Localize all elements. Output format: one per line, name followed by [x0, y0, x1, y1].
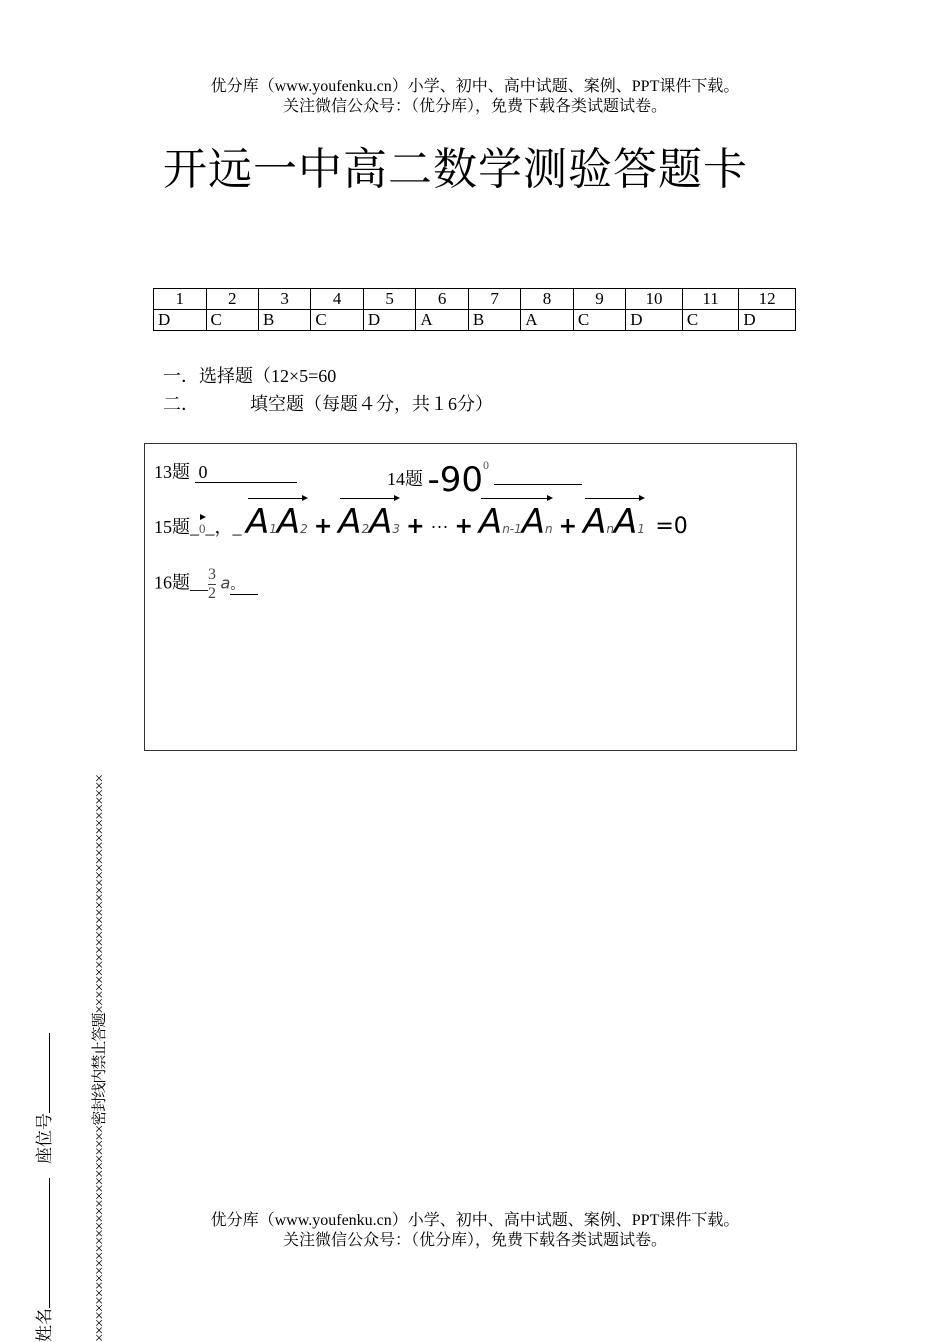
- q14-degree: 0: [483, 458, 490, 472]
- q13-answer: 0: [195, 462, 297, 483]
- answer-cell: C: [682, 310, 739, 331]
- q15-zero-vector: 0: [199, 521, 206, 536]
- question-number-cell: 12: [739, 289, 796, 310]
- student-info-fields: [30, 1033, 55, 1342]
- header-line-2: 关注微信公众号：（优分库），免费下载各类试题试卷。: [282, 98, 667, 115]
- q14-label: 14题: [387, 469, 423, 489]
- question-number-cell: 2: [206, 289, 258, 310]
- answer-cell: A: [521, 310, 574, 331]
- question-number-cell: 1: [154, 289, 207, 310]
- q16-label: 16题: [154, 572, 190, 593]
- name-blank[interactable]: [35, 1178, 50, 1308]
- answer-cell: C: [206, 310, 258, 331]
- question-number-cell: 7: [468, 289, 520, 310]
- footer-line-1: 优分库（www.youfenku.cn）小学、初中、高中试题、案例、PPT课件下载。: [210, 1212, 740, 1229]
- section-one-heading: 一．选择题（12×5=60: [163, 366, 337, 386]
- answer-cell: D: [154, 310, 207, 331]
- answer-cell: D: [739, 310, 796, 331]
- answer-cell: C: [311, 310, 363, 331]
- question-number-cell: 10: [626, 289, 683, 310]
- q14-line: [387, 458, 582, 500]
- q13-label: 13题: [154, 462, 190, 482]
- answer-cell: B: [258, 310, 310, 331]
- answer-cell: C: [573, 310, 625, 331]
- vector-an-1an: An-1An: [478, 502, 553, 542]
- q16-numerator: 3: [208, 566, 216, 583]
- q15-ellipsis: ···: [430, 517, 449, 537]
- q16-denominator: 2: [208, 585, 216, 602]
- q15-equals-zero-vector: =0: [655, 514, 688, 539]
- vector-a2a3: A2A3: [338, 502, 401, 542]
- page-title: 开远一中高二数学测验答题卡: [163, 145, 748, 194]
- section-two-heading: [163, 390, 493, 416]
- answer-cell: D: [626, 310, 683, 331]
- question-number-cell: 8: [521, 289, 574, 310]
- question-number-cell: 5: [363, 289, 416, 310]
- q15-line: 15题_0_，_ A1A2 + A2A3 + ··· + An-1An + AnA1 =0: [154, 502, 688, 542]
- name-label: 姓名: [35, 1308, 54, 1342]
- q16-fraction: [208, 566, 216, 603]
- footer-line-2: 关注微信公众号：（优分库），免费下载各类试题试卷。: [282, 1232, 667, 1249]
- question-number-cell: 3: [258, 289, 310, 310]
- answer-cell: B: [468, 310, 520, 331]
- q13-line: [154, 458, 297, 484]
- vector-a1a2: A1A2: [246, 502, 308, 542]
- q16-variable: a: [220, 573, 231, 593]
- question-number-cell: 6: [416, 289, 469, 310]
- q14-blank: [494, 464, 582, 485]
- answer-cell: D: [363, 310, 416, 331]
- section-two-text: 填空题（每题４分，共１6分）: [250, 394, 493, 414]
- q14-answer: -90: [427, 460, 484, 500]
- question-number-cell: 11: [682, 289, 739, 310]
- answer-table: [153, 288, 796, 331]
- question-number-cell: 4: [311, 289, 363, 310]
- seal-line-warning: ×××××××××××××××××××××××××××××密封线内禁止答题××××××××××××××××××××××××××××××××: [92, 774, 108, 1342]
- q16-line: 16题__ $\frac{3}{2}$ a。: [154, 566, 258, 603]
- answer-table-number-row: [154, 289, 796, 310]
- answer-cell: A: [416, 310, 469, 331]
- question-number-cell: 9: [573, 289, 625, 310]
- seat-label: 座位号: [35, 1113, 54, 1164]
- answer-table-answer-row: [154, 310, 796, 331]
- vector-ana1: AnA1: [583, 502, 645, 542]
- q15-label: 15题: [154, 517, 190, 537]
- fill-in-answer-box: [144, 443, 797, 751]
- seat-blank[interactable]: [35, 1033, 50, 1113]
- header-line-1: 优分库（www.youfenku.cn）小学、初中、高中试题、案例、PPT课件下载。: [210, 78, 740, 95]
- q16-end: 。: [230, 574, 258, 595]
- section-two-number: 二．: [163, 394, 199, 414]
